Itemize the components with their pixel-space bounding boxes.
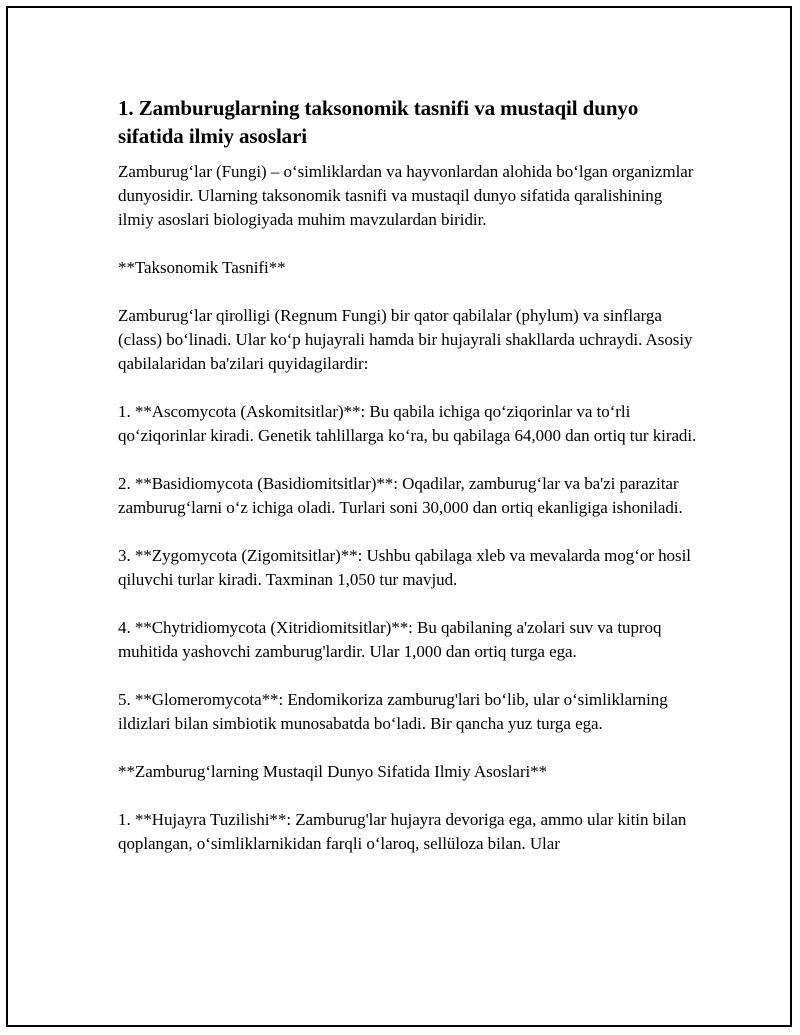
section-heading-scientific-basis: **Zamburug‘larning Mustaqil Dunyo Sifatida Ilmiy Asoslari** — [118, 762, 548, 781]
document-body — [118, 94, 698, 880]
list-item-glomeromycota: 5. **Glomeromycota**: Endomikoriza zamburug'lari bo‘lib, ular o‘simliklarning ildizlari bilan simbiotik munosabatda bo‘ladi. Bir qancha yuz turga ega. — [118, 690, 668, 733]
section-heading-taxonomy: **Taksonomik Tasnifi** — [118, 258, 286, 277]
document-title: 1. Zamburuglarning taksonomik tasnifi va mustaqil dunyo sifatida ilmiy asoslari — [118, 96, 639, 148]
list-item-chytridiomycota: 4. **Chytridiomycota (Xitridiomitsitlar)**: Bu qabilaning a'zolari suv va tuproq muhitida yashovchi zamburug'lardir. Ular 1,000 dan ortiq turga ega. — [118, 618, 662, 661]
list-item-zygomycota: 3. **Zygomycota (Zigomitsitlar)**: Ushbu qabilaga xleb va mevalarda mog‘or hosil qiluvchi turlar kiradi. Taxminan 1,050 tur mavjud. — [118, 546, 691, 589]
list-item-ascomycota: 1. **Ascomycota (Askomitsitlar)**: Bu qabila ichiga qo‘ziqorinlar va to‘rli qo‘ziqorinlar kiradi. Genetik tahlillarga ko‘ra, bu qabilaga 64,000 dan ortiq tur kiradi. — [118, 402, 697, 445]
list-item-cell-structure: 1. **Hujayra Tuzilishi**: Zamburug'lar hujayra devoriga ega, ammo ular kitin bilan qoplangan, o‘simliklarnikidan farqli o‘laroq, sellüloza bilan. Ular — [118, 810, 687, 853]
paragraph-kingdom: Zamburug‘lar qirolligi (Regnum Fungi) bir qator qabilalar (phylum) va sinflarga (class) bo‘linadi. Ular ko‘p hujayrali hamda bir hujayrali shakllarda uchraydi. Asosiy qabilalaridan ba'zilari quyidagilardir: — [118, 306, 693, 373]
page — [6, 6, 792, 1027]
list-item-basidiomycota: 2. **Basidiomycota (Basidiomitsitlar)**: Oqadilar, zamburug‘lar va ba'zi parazitar zamburug‘larni o‘z ichiga oladi. Turlari soni 30,000 dan ortiq ekanligiga ishoniladi. — [118, 474, 683, 517]
paragraph-intro: Zamburug‘lar (Fungi) – o‘simliklardan va hayvonlardan alohida bo‘lgan organizmlar dunyosidir. Ularning taksonomik tasnifi va mustaqil dunyo sifatida qaralishining ilmiy asoslari biologiyada muhim mavzulardan biridir. — [118, 162, 694, 229]
